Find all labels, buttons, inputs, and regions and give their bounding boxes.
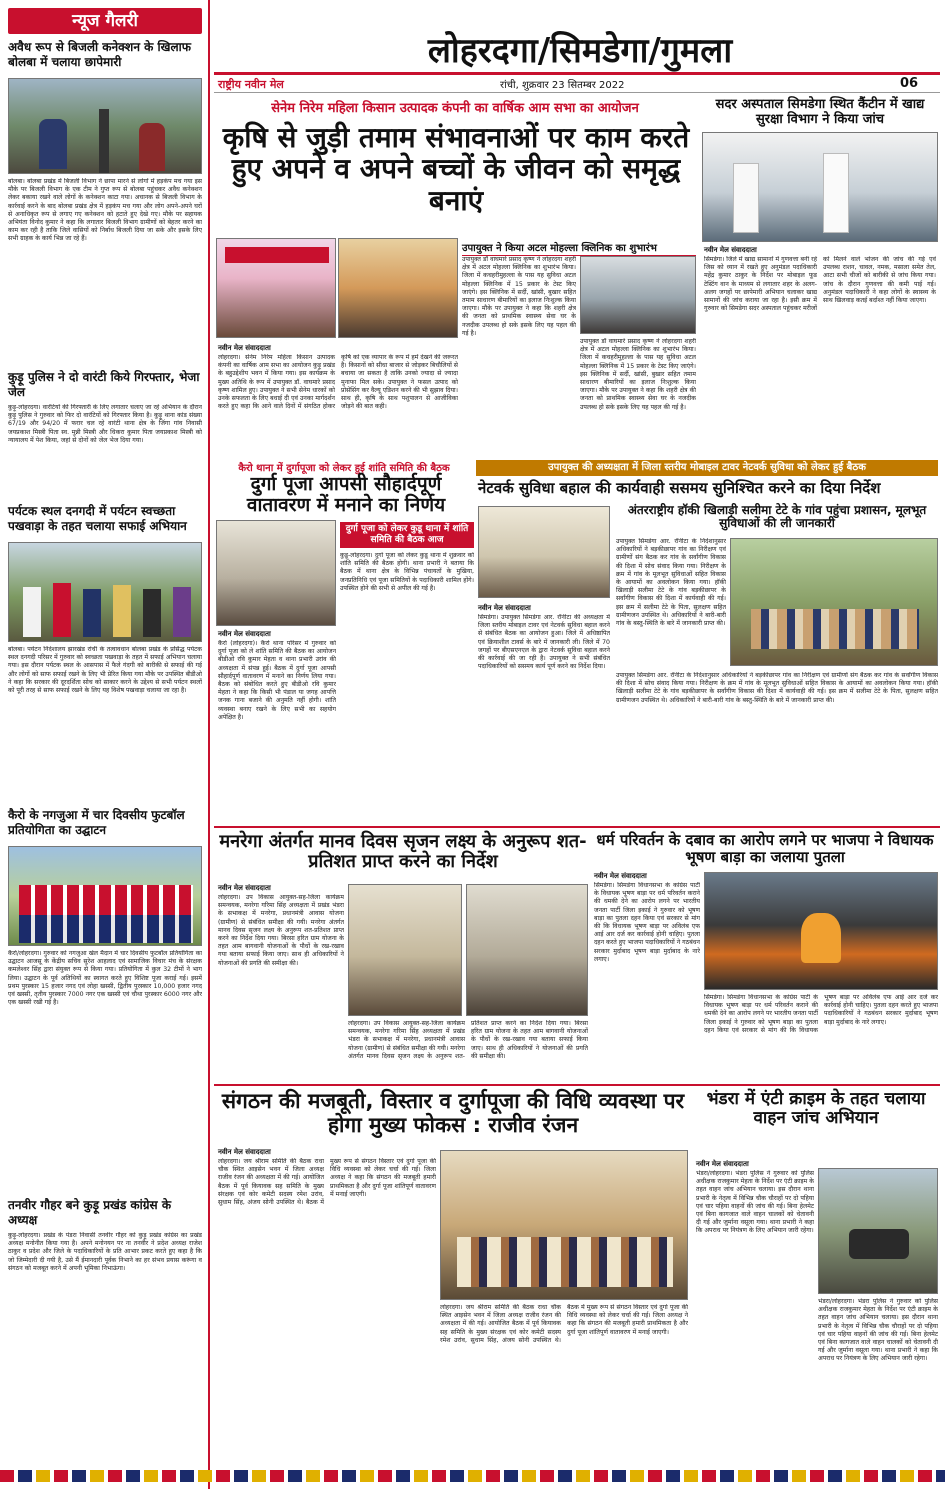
- football-team-photo: [8, 846, 202, 946]
- shanti-body: कैरो (लोहरदगा)। कैरो थाना परिसर में गुरुवार को दुर्गा पूजा को ले शांति समिति की बैठक का आयोजन बीडीओ रवि कुमार मेहता व थाना प्रभारी उरांव की अध्यक्षता में संपन्न हुई। बैठक में दुर्गा पूजा आपसी सौहार्दपूर्ण वातावरण में मनाने का निर्णय लिया गया। बैठक को संबोधित करते हुए बीडीओ रवि कुमार मेहता ने कहा कि किसी भी पंडाल या जगह आपत्ति जनक गाना बजाने की अनुमति नहीं होगी। शांति व्यवस्था बनाए रखने के लिए सभी का सहयोग अपेक्षित है।: [218, 640, 336, 721]
- dharm-body: सिमडेगा। सिमडेगा विधानसभा के कांग्रेस पार्टी के विधायक भूषण बाड़ा पर धर्म परिवर्तन कराने की धमकी देने का आरोप लगने पर भारतीय जनता पार्टी जिला इकाई ने गुरुवार को भूषण बाड़ा का पुतला दहन किया एवं सरकार से मांग की कि विधायक भूषण बाड़ा पर अविलंब एफ आई आर दर्ज कर कार्रवाई होनी चाहिए। पुतला दहन करते हुए भाजपा पदाधिकारियों ने गठबंधन सरकार मुर्दाबाद भूषण बाड़ा मुर्दाबाद के नारे लगाए।: [594, 882, 700, 963]
- gallery-title: न्यूज गैलरी: [72, 11, 138, 31]
- manrega-review-photo-2: [466, 884, 588, 1016]
- tower-kicker: उपायुक्त की अध्यक्षता में जिला स्तरीय मोबाइल टावर नेटवर्क सुविधा को लेकर हुई बैठक: [476, 460, 938, 476]
- manrega-headline: मनरेगा अंतर्गत मानव दिवस सृजन लक्ष्य के अनुरूप शत-प्रतिशत प्राप्त करने का निर्देश: [219, 831, 587, 873]
- manrega-byline: नवीन मेल संवाददाता: [218, 884, 271, 892]
- shanti-kicker: कैरो थाना में दुर्गापूजा को लेकर हुई शांति समिति की बैठक: [238, 463, 450, 474]
- gallery-item-5: [8, 1198, 202, 1228]
- gallery-item-1: [8, 40, 202, 70]
- section-title: लोहरदगा/सिमडेगा/गुमला: [427, 31, 733, 71]
- gallery-item-2: [8, 370, 202, 400]
- bhandra-body-cont: भंडरा/लोहरदगा। भंडरा पुलिस ने गुरुवार को पुलिस अधीक्षक राजकुमार मेहता के निर्देश पर एंटी क्राइम के तहत वाहन जांच अभियान चलाया। इस दौरान थाना प्रभारी के नेतृत्व में विभिन्न चौक चौराहों पर दो पहिया एवं चार पहिया वाहनों की जांच की गई। बिना हेलमेट एवं बिना कागजात वाले वाहन चालकों को चेतावनी दी गई और जुर्माना वसूला गया। थाना प्रभारी ने कहा कि अपराध पर नियंत्रण के लिए अभियान जारी रहेगा।: [818, 1298, 938, 1363]
- electricity-raid-photo: [8, 78, 202, 174]
- salima-body: उपायुक्त सिमडेगा आर. रॉनीटा के निर्देशानुसार अधिकारियों ने बड़कीछापर गांव का निरीक्षण एवं ग्रामीणों संग बैठक कर गांव के सर्वांगीण विकास की दिशा में सोच संवाद किया गया। निरीक्षण के क्रम में गांव के मूलभूत सुविधाओं सहित विकास के आयामों का अवलोकन किया गया। हॉकी खिलाड़ी सलीमा टेटे के गांव बड़कीछापर के सर्वांगीण विकास की दिशा में कार्यवाही की गई। इस क्रम में सलीमा टेटे के पिता, सुलक्षण सहित ग्रामीणजन उपस्थित थे। अधिकारियों ने बारी-बारी गांव के बस्तु-स्थिति के बारे में जानकारी प्राप्त की।: [616, 538, 726, 628]
- canteen-inspection-photo: [702, 132, 938, 242]
- canteen-byline: नवीन मेल संवाददाता: [704, 246, 757, 254]
- shanti-sub-box: [340, 522, 474, 548]
- gallery-item-4-body: कैरो/लोहरदगा। गुरुवार को नगजुआ खेल मैदान में चार दिवसीय फुटबॉल प्रतियोगिता का उद्घाटन आजसू के केंद्रीय सचिव सुरेश आहलाद एवं सामाजिक विचार मंच के संरक्षक कमलेश्वर सिंह द्वारा संयुक्त रूप से किया गया। प्रतियोगिता में कुल 32 टीमों ने भाग लिया। उद्घाटन के पूर्व अतिथियों का स्वागत करते हुए विशिष्ट पूजा कराई गई। इसमें प्रथम पुरस्कार 15 हजार नगद एवं लोहा खस्सी, द्वितीय पुरस्कार 10,000 हजार नगद एवं खस्सी, तृतीय पुरस्कार 7000 नगर एक खस्सी एवं चौथा पुरस्कार 6000 नगर और एक खस्सी रखी गई है।: [8, 950, 202, 1007]
- clinic-inauguration-photo: [580, 256, 696, 334]
- village-visit-photo: [730, 538, 938, 666]
- sangathan-headline: संगठन की मजबूती, विस्तार व दुर्गापूजा की विधि व्यवस्था पर होगा मुख्य फोकस : राजीव रंजन: [221, 1089, 685, 1137]
- gallery-item-3: [8, 504, 202, 534]
- dharm-body-cont: सिमडेगा। सिमडेगा विधानसभा के कांग्रेस पार्टी के विधायक भूषण बाड़ा पर धर्म परिवर्तन कराने की धमकी देने का आरोप लगने पर भारतीय जनता पार्टी जिला इकाई ने गुरुवार को भूषण बाड़ा का पुतला दहन किया एवं सरकार से मांग की कि विधायक भूषण बाड़ा पर अविलंब एफ आई आर दर्ज कर कार्रवाई होनी चाहिए। पुतला दहन करते हुए भाजपा पदाधिकारियों ने गठबंधन सरकार मुर्दाबाद भूषण बाड़ा मुर्दाबाद के नारे लगाए।: [704, 994, 938, 1034]
- shanti-headline: दुर्गा पूजा आपसी सौहार्दपूर्ण वातावरण में मनाने का निर्णय: [246, 473, 446, 517]
- top-story-kicker: सेनेम निरेम महिला किसान उत्पादक कंपनी का वार्षिक आम सभा का आयोजन: [271, 101, 639, 116]
- tower-headline: नेटवर्क सुविधा बहाल की कार्यवाही ससमय सुनिश्चित करने का दिया निर्देश: [478, 479, 881, 497]
- effigy-burning-photo: [704, 872, 938, 990]
- tower-body: सिमडेगा। उपायुक्त सिमडेगा आर. रॉनीटा की अध्यक्षता में जिला स्तरीय मोबाइल टावर एवं नेटवर्क सुविधा बहाल करने से संबंधित बैठक का आयोजन हुआ। जिले में अधिष्ठापित एवं क्रियाशील टावर्स के बारे में जानकारी ली। जिले में 70 जगहों पर बीएसएनएल के द्वारा नेटवर्क सुविधा बहाल करने की कार्रवाई की जा रही है। उपायुक्त ने सभी संबंधित पदाधिकारियों को ससमय कार्य पूर्ण करने का निर्देश दिया।: [478, 614, 610, 671]
- manrega-body-cont: लोहरदगा। उप विकास आयुक्त-सह-जिला कार्यक्रम समन्वयक, मनरेगा गरिमा सिंह अध्यक्षता में प्रखंड भंडरा के सभाकक्ष में मनरेगा, प्रधानमंत्री आवास योजना (ग्रामीण) से संबंधित समीक्षा की गयी। मनरेगा अंतर्गत मानव दिवस सृजन लक्ष्य के अनुरूप शत-प्रतिशत प्राप्त करने का निर्देश दिया गया। बिरसा हरित ग्राम योजना के तहत आम बागवानी योजनाओं के पौधों के रख-रखाव गया बताया सफाई किया जाए। साथ ही अधिकारियों ने योजनाओं की प्रगति की समीक्षा की।: [348, 1020, 588, 1060]
- cleanliness-drive-photo: [8, 542, 202, 642]
- top-story-byline: नवीन मेल संवाददाता: [218, 344, 271, 352]
- agm-meeting-photo-2: [338, 238, 458, 338]
- bhandra-headline: भंडरा में एंटी क्राइम के तहत चलाया वाहन जांच अभियान: [706, 1089, 926, 1129]
- dharm-headline: धर्म परिवर्तन के दबाव का आरोप लगने पर भाजपा ने विधायक भूषण बाड़ा का जलाया पुतला: [596, 831, 934, 866]
- sangathan-byline: नवीन मेल संवाददाता: [218, 1148, 271, 1156]
- gallery-item-2-head: कुड़ू पुलिस ने दो वारंटी किये गिरफ्तार, भेजा जेल: [8, 370, 200, 399]
- sangathan-body: लोहरदगा। जय श्रीराम समिति की बैठक राधा चौक स्थित आइसेन भवन में जिला अध्यक्ष राजीव रंजन की अध्यक्षता में की गई। आयोजित बैठक में पूर्व कियावक सह समिति के मुख्य संरक्षक एवं कोर कमेटी सदस्य रमेश उरांव, सुधाम सिंह, अंजय सोनी उपस्थित थे। बैठक में मुख्य रूप से संगठन विस्तार एवं दुर्गा पूजा की विधि व्यवस्था को लेकर चर्चा की गई। जिला अध्यक्ष ने कहा कि संगठन की मजबूती हमारी प्राथमिकता है और दुर्गा पूजा शांतिपूर्ण वातावरण में मनाई जाएगी।: [218, 1158, 436, 1207]
- salima-body-cont: उपायुक्त सिमडेगा आर. रॉनीटा के निर्देशानुसार अधिकारियों ने बड़कीछापर गांव का निरीक्षण एवं ग्रामीणों संग बैठक कर गांव के सर्वांगीण विकास की दिशा में सोच संवाद किया गया। निरीक्षण के क्रम में गांव के मूलभूत सुविधाओं सहित विकास के आयामों का अवलोकन किया गया। हॉकी खिलाड़ी सलीमा टेटे के गांव बड़कीछापर के सर्वांगीण विकास की दिशा में कार्यवाही की गई। इस क्रम में सलीमा टेटे के पिता, सुलक्षण सहित ग्रामीणजन उपस्थित थे। अधिकारियों ने बारी-बारी गांव के बस्तु-स्थिति के बारे में जानकारी प्राप्त की।: [616, 672, 938, 704]
- clinic-headline: उपायुक्त ने किया अटल मोहल्ला क्लिनिक का शुभारंभ: [462, 240, 696, 256]
- shanti-byline: नवीन मेल संवाददाता: [218, 630, 271, 638]
- paper-name: राष्ट्रीय नवीन मेल: [218, 78, 284, 91]
- row4-rule: [214, 1084, 940, 1086]
- gallery-item-5-head: तनवीर गौहर बने कुड़ू प्रखंड कांग्रेस के अध्यक्ष: [8, 1198, 172, 1227]
- row3-rule: [214, 826, 940, 828]
- gallery-item-1-body: बोलबा। बोलबा प्रखंड में बिजली विभाग ने छापा मारने से लोगों में हड़कंप मच गया इस मौके पर बिजली विभाग के एक टीम ने गुप्त रूप से बोलबा पहुंचकर अवैध कनेक्शन लेकर बकाया रखने वाले लोगों के कनेक्शन काटा गया। अचानक से बिजली विभाग के कार्रवाई करने के बाद बोलबा प्रखंड क्षेत्र में हड़कंप मच गया और लोग अपने-अपने घरों से अनाधिकृत रूप से लगाए गए कनेक्शन को हटाते हुए देखे गए। मौके पर सहायक अभियंता विनोद कुमार ने कहा कि लगातार बिजली विभाग ग्रामीणों को बेहतर करने का काम कर रही है ताकि जिले वासियों को निर्बाध बिजली दिया जा सके और इसके लिए सभी ग्राहक के कार्य भिन्न जा रहे हैं।: [8, 178, 202, 243]
- dateline: रांची, शुक्रवार 23 सितम्बर 2022: [500, 80, 625, 91]
- peace-committee-photo: [216, 520, 336, 626]
- shriram-meeting-photo: [440, 1150, 688, 1300]
- shanti-sub-head: दुर्गा पूजा को लेकर कुडू थाना में शांति समिति की बैठक आज: [345, 524, 469, 545]
- canteen-body: सिमडेगा। जिले में खाद्य सामानों में गुणवत्ता बनी रहे जिस को ध्यान में रखते हुए अनुमंडल पदाधिकारी महेंद्र कुमार ठाकुर के निर्देश पर मोबाइल फूड टेस्टिंग वान के माध्यम से लगातार शहर के अलग-अलग जगहों पर छापेमारी अभियान चलाकर खाद्य सामानों की जांच कराया जा रहा है। इसी क्रम में गुरुवार को सिमडेगा सदर अस्पताल पहुंचकर मरीजों को मिलने वाले भोजन की जांच की गई एवं उपलब्ध राशन, चावल, नमक, मसाला समेत तेल, आटा सभी चीजों को बारीकी से जांच किया गया। जांच के दौरान गुणवत्ता की कमी पाई गई। अनुमंडल पदाधिकारी ने कहा लोगों के स्वास्थ्य के साथ खिलवाड़ कतई बर्दाश्त नहीं किया जाएगा।: [704, 256, 936, 313]
- masthead-rule: [214, 72, 940, 75]
- salima-headline: अंतरराष्ट्रीय हॉकी खिलाड़ी सलीमा टेटे के गांव पहुंचा प्रशासन, मूलभूत सुविधाओं की ली जानकारी: [627, 503, 927, 531]
- gallery-title-box: [8, 8, 202, 34]
- vehicle-check-photo: [818, 1168, 938, 1294]
- gallery-item-4-head: कैरो के नगजुआ में चार दिवसीय फुटबॉल प्रतियोगिता का उद्घाटन: [8, 808, 185, 837]
- bhandra-body: भंडरा/लोहरदगा। भंडरा पुलिस ने गुरुवार को पुलिस अधीक्षक राजकुमार मेहता के निर्देश पर एंटी क्राइम के तहत वाहन जांच अभियान चलाया। इस दौरान थाना प्रभारी के नेतृत्व में विभिन्न चौक चौराहों पर दो पहिया एवं चार पहिया वाहनों की जांच की गई। बिना हेलमेट एवं बिना कागजात वाले वाहन चालकों को चेतावनी दी गई और जुर्माना वसूला गया। थाना प्रभारी ने कहा कि अपराध पर नियंत्रण के लिए अभियान जारी रहेगा।: [696, 1170, 814, 1235]
- top-story-body: लोहरदगा। सेनेम निरेम महिला किसान उत्पादक कंपनी का वार्षिक आम सभा का आयोजन कुड़ू प्रखंड के बहुउद्देशीय भवन में किया गया। इस कार्यक्रम के मुख्य अतिथि के रूप में उपायुक्त डॉ. वाघमारे प्रसाद कृष्ण शामिल हुए। उपायुक्त ने सभी सेनेम धारकों को उनके सफलता के लिए बधाई दी एवं उनका मार्गदर्शन करते हुए कहा कि आने वाले दिनों में संगठित होकर कृषि को एक व्यापार के रूप में हमें देखने की जरूरत है। किसानों को सीधा बाजार से जोड़कर बिचौलियों से बचाया जा सकता है ताकि उनको ज्यादा से ज्यादा मुनाफा मिल सके। उपायुक्त ने फसल उत्पाद को प्रोसेसिंग कर वैल्यू एडिशन करने की भी सुझाव दिया। साथ ही, कृषि के साथ पशुपालन से आजीविका जोड़ने की बात कही।: [218, 354, 458, 411]
- gallery-item-4: [8, 808, 202, 838]
- bottom-border: [0, 1470, 945, 1482]
- tower-meeting-photo: [478, 506, 610, 598]
- masthead-rule-2: [214, 92, 940, 93]
- dharm-byline: नवीन मेल संवाददाता: [594, 872, 647, 880]
- gallery-item-3-body: बोलबा। पर्यटन निदेशालय झारखंड रांची के तत्वावधान बोलबा प्रखंड के प्रसिद्ध पर्यटक स्थल दनगदी परिसर में गुरुवार को स्वच्छता पखवाड़ा के तहत में सफाई अभियान चलाया गया। इस दौरान पर्यटक स्थल के आसपास में फैले गंदगी को बारीकी से सफाई की गई और लोगों को साफ सफाई रखने के लिए भी प्रेरित किया गया मौके पर उपस्थित बीडीओ ने कहा कि सरकार की दूरदर्शिता सोच को साकार करने के उद्देश्य से सभी पर्यटन स्थलों को पूरी तरह से साफ सफाई रखने के लिए यह विशेष पखवाड़ा चलाया जा रहा है।: [8, 646, 202, 695]
- tower-byline: नवीन मेल संवाददाता: [478, 604, 531, 612]
- agm-meeting-photo-1: [216, 238, 336, 338]
- manrega-review-photo-1: [348, 884, 462, 1016]
- page-number: 06: [900, 76, 919, 91]
- gallery-item-3-head: पर्यटक स्थल दनगदी में पर्यटन स्वच्छता पखवाड़ा के तहत चलाया सफाई अभियान: [8, 504, 187, 533]
- gallery-item-2-body: कुड़ू-लोहरदगा। वारंटियों की गिरफ्तारी के लिए लगातार चलाए जा रहे अभियान के दौरान कुड़ू पुलिस ने गुरुवार को फिर दो वारंटियों को गिरफ्तार किया है। कुड़ू थाना कांड संख्या 67/19 और 94/20 में फरार चल रहे वारंटी थाना क्षेत्र के जिंगा गांव निवासी जयप्रकाश मिस्त्री पिता स्व. मुन्नी मिस्त्री और धिकरा कुमार पिता जयप्रकाश मिस्त्री को न्यायालय में पेश किया, जहां से दोनों को जेल भेज दिया गया।: [8, 404, 202, 444]
- shanti-sub-body: कुडू-लोहरदगा। दुर्गा पूजा को लेकर कुडू थाना में शुक्रवार को शांति समिति की बैठक होगी। थाना प्रभारी ने बताया कि बैठक में थाना क्षेत्र के विभिन्न पंचायतों के मुखिया, जनप्रतिनिधि एवं पूजा समितियों के पदाधिकारी शामिल होंगे। उपस्थित होने की सभी से अपील की गई है।: [340, 552, 474, 592]
- top-story-headline: कृषि से जुड़ी तमाम संभावनाओं पर काम करते हुए अपने व अपने बच्चों के जीवन को समृद्ध बनाएं: [222, 121, 690, 217]
- manrega-body: लोहरदगा। उप विकास आयुक्त-सह-जिला कार्यक्रम समन्वयक, मनरेगा गरिमा सिंह अध्यक्षता में प्रखंड भंडरा के सभाकक्ष में मनरेगा, प्रधानमंत्री आवास योजना (ग्रामीण) से संबंधित समीक्षा की गयी। मनरेगा अंतर्गत मानव दिवस सृजन लक्ष्य के अनुरूप शत-प्रतिशत प्राप्त करने का निर्देश दिया गया। बिरसा हरित ग्राम योजना के तहत आम बागवानी योजनाओं के पौधों के रख-रखाव गया बताया सफाई किया जाए। साथ ही अधिकारियों ने योजनाओं की प्रगति की समीक्षा की।: [218, 894, 344, 967]
- clinic-body: उपायुक्त डॉ वाघमारे प्रसाद कृष्ण ने लोहरदगा शहरी क्षेत्र में अटल मोहल्ला क्लिनिक का शुभारंभ किया। जिला में कचहरीमुहल्ला के पास यह सुविधा अटल मोहल्ला क्लिनिक में 15 प्रकार के टेस्ट किए जाएंगे। इस क्लिनिक में सर्दी, खांसी, बुखार सहित तमाम साधारण बीमारियों का इलाज निःशुल्क किया जाएगा। मौके पर उपायुक्त ने कहा कि शहरी क्षेत्र की जनता को प्राथमिक स्वास्थ्य सेवा घर के नजदीक उपलब्ध हो सके इसके लिए यह पहल की गई है।: [462, 256, 576, 337]
- sangathan-body-cont: लोहरदगा। जय श्रीराम समिति की बैठक राधा चौक स्थित आइसेन भवन में जिला अध्यक्ष राजीव रंजन की अध्यक्षता में की गई। आयोजित बैठक में पूर्व कियावक सह समिति के मुख्य संरक्षक एवं कोर कमेटी सदस्य रमेश उरांव, सुधाम सिंह, अंजय सोनी उपस्थित थे। बैठक में मुख्य रूप से संगठन विस्तार एवं दुर्गा पूजा की विधि व्यवस्था को लेकर चर्चा की गई। जिला अध्यक्ष ने कहा कि संगठन की मजबूती हमारी प्राथमिकता है और दुर्गा पूजा शांतिपूर्ण वातावरण में मनाई जाएगी।: [440, 1304, 688, 1344]
- bhandra-byline: नवीन मेल संवाददाता: [696, 1160, 749, 1168]
- clinic-body-cont: उपायुक्त डॉ वाघमारे प्रसाद कृष्ण ने लोहरदगा शहरी क्षेत्र में अटल मोहल्ला क्लिनिक का शुभारंभ किया। जिला में कचहरीमुहल्ला के पास यह सुविधा अटल मोहल्ला क्लिनिक में 15 प्रकार के टेस्ट किए जाएंगे। इस क्लिनिक में सर्दी, खांसी, बुखार सहित तमाम साधारण बीमारियों का इलाज निःशुल्क किया जाएगा। मौके पर उपायुक्त ने कहा कि शहरी क्षेत्र की जनता को प्राथमिक स्वास्थ्य सेवा घर के नजदीक उपलब्ध हो सके इसके लिए यह पहल की गई है।: [580, 338, 696, 411]
- gallery-item-5-body: कुड़ू-लोहरदगा। प्रखंड के पंडरा निवासी तनवीर गौहर को कुड़ू प्रखंड कांग्रेस का प्रखंड अध्यक्ष मनोनीत किया गया है। अपने मनोनयन पर ना तनवीर ने प्रदेश अध्यक्ष राजेश ठाकुर व प्रदेश और जिले के पदाधिकारियों के प्रति आभार प्रकट करते हुए कहा है कि जो जिम्मेदारी दी गयी है, उसे मैं ईमानदारी पूर्वक निभाने का हर संभव प्रयास करूंगा व संगठन को मजबूत करने में अपनी भूमिका निभाऊंगा।: [8, 1232, 202, 1272]
- news-gallery-sidebar: [0, 0, 210, 1489]
- gallery-item-1-head: अवैध रूप से बिजली कनेक्शन के खिलाफ बोलबा में चलाया छापेमारी: [8, 40, 191, 69]
- canteen-headline: सदर अस्पताल सिमडेगा स्थित कैंटीन में खाद्य सुरक्षा विभाग ने किया जांच: [715, 97, 925, 127]
